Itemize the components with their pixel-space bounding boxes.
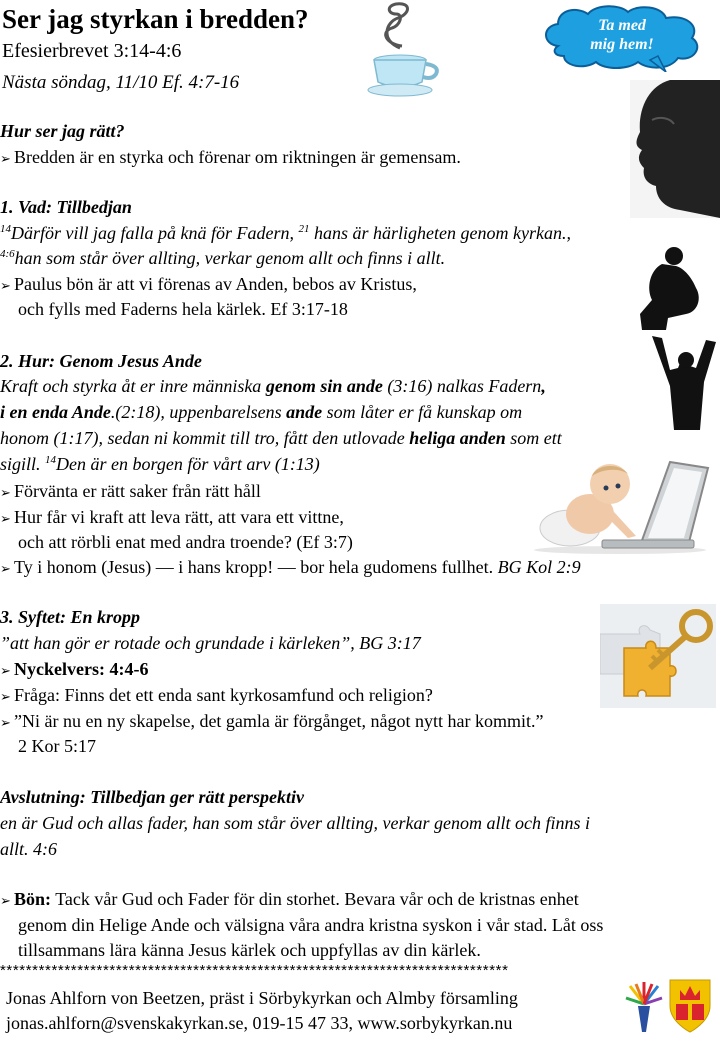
section2-bullet2-line2: och att rörbli enat med andra troende? (Ef 3:7) — [18, 532, 353, 552]
arrow-bullet-icon: ➢ — [0, 690, 11, 705]
coffee-cup-icon — [366, 0, 442, 100]
intro-heading: Hur ser jag rätt? — [0, 121, 125, 141]
footer-contact-line2: jonas.ahlforn@svenskakyrkan.se, 019-15 47 33, www.sorbykyrkan.nu — [6, 1013, 513, 1033]
prayer-line3: tillsammans lära känna Jesus kärlek och uppfyllas av din kärlek. — [18, 940, 481, 960]
arrow-bullet-icon: ➢ — [0, 664, 11, 679]
footer-contact-line1: Jonas Ahlforn von Beetzen, präst i Sörbykyrkan och Almby församling — [6, 988, 518, 1008]
section3-bullet3-line2: 2 Kor 5:17 — [18, 736, 96, 756]
arrow-bullet-icon: ➢ — [0, 562, 11, 577]
section2-line2: i en enda Ande.(2:18), uppenbarelsens ande som låter er få kunskap om — [0, 402, 523, 422]
section3-bullet2: ➢ Fråga: Finns det ett enda sant kyrkosamfund och religion? — [0, 684, 433, 709]
section3-quote: ”att han gör er rotade och grundade i kärleken”, BG 3:17 — [0, 633, 421, 653]
section2-line1: Kraft och styrka åt er inre människa genom sin ande (3:16) nalkas Fadern, — [0, 376, 546, 396]
face-silhouette-image — [630, 80, 720, 218]
section3-bullet3-line1: ➢ ”Ni är nu en ny skapelse, det gamla är förgånget, något nytt har kommit.” — [0, 710, 544, 735]
arrow-bullet-icon: ➢ — [0, 152, 11, 167]
star-divider: ******************************************************************************* — [0, 962, 509, 979]
raised-arms-person-icon — [648, 334, 720, 430]
crown-shield-icon — [666, 976, 714, 1034]
intro-bullet-text: Bredden är en styrka och förenar om riktningen är gemensam. — [14, 147, 461, 167]
section1-bullet-line1: ➢ Paulus bön är att vi förenas av Anden, bebos av Kristus, — [0, 273, 417, 298]
section2-line4: sigill. $^{14}$Den är en borgen för vårt arv (1:13) — [0, 454, 320, 474]
section2-bullet2-line1: ➢ Hur får vi kraft att leva rätt, att vara ett vittne, — [0, 506, 344, 531]
closing-line1: en är Gud och allas fader, han som står över allting, verkar genom allt och finns i — [0, 813, 590, 833]
prayer-line1: ➢ Bön: Tack vår Gud och Fader för din storhet. Bevara vår och de kristnas enhet — [0, 888, 579, 913]
arrow-bullet-icon: ➢ — [0, 716, 11, 731]
closing-line2: allt. 4:6 — [0, 839, 57, 859]
section2-heading: 2. Hur: Genom Jesus Ande — [0, 351, 202, 371]
kneeling-person-icon — [632, 244, 708, 334]
church-logo-icon — [624, 980, 664, 1034]
section1-verse-line1: $^{14}$Därför vill jag falla på knä för Fadern, $^{21}$ hans är härligheten genom kyrkan., — [0, 223, 571, 243]
section3-bullet1: ➢ Nyckelvers: 4:4-6 — [0, 658, 148, 683]
page-title: Ser jag styrkan i bredden? — [2, 4, 309, 34]
section2-bullet3: ➢ Ty i honom (Jesus) — i hans kropp! — bor hela gudomens fullhet. BG Kol 2:9 — [0, 556, 581, 581]
next-sunday-note: Nästa söndag, 11/10 Ef. 4:7-16 — [2, 72, 240, 93]
arrow-bullet-icon: ➢ — [0, 279, 11, 294]
prayer-line2: genom din Helige Ande och välsigna våra andra kristna syskon i vår stad. Låt oss — [18, 915, 604, 935]
section1-bullet-line2: och fylls med Faderns hela kärlek. Ef 3:17-18 — [18, 299, 348, 319]
arrow-bullet-icon: ➢ — [0, 894, 11, 909]
arrow-bullet-icon: ➢ — [0, 486, 11, 501]
scripture-reference: Efesierbrevet 3:14-4:6 — [2, 40, 182, 62]
section3-heading: 3. Syftet: En kropp — [0, 607, 141, 627]
section1-verse-line2: $^{4:6}$han som står över allting, verkar genom allt och finns i allt. — [0, 248, 446, 268]
arrow-bullet-icon: ➢ — [0, 512, 11, 527]
closing-heading: Avslutning: Tillbedjan ger rätt perspektiv — [0, 787, 305, 807]
section1-heading: 1. Vad: Tillbedjan — [0, 197, 132, 217]
bubble-text-line1: Ta med — [598, 17, 646, 34]
intro-bullet — [0, 146, 461, 171]
section2-line3: honom (1:17), sedan ni kommit till tro, fått den utlovade heliga anden som ett — [0, 428, 562, 448]
key-puzzle-image — [600, 604, 716, 708]
bubble-text-line2: mig hem! — [590, 36, 654, 53]
take-home-bubble — [540, 4, 704, 72]
section2-bullet1: ➢ Förvänta er rätt saker från rätt håll — [0, 480, 261, 505]
baby-laptop-image — [532, 458, 712, 554]
